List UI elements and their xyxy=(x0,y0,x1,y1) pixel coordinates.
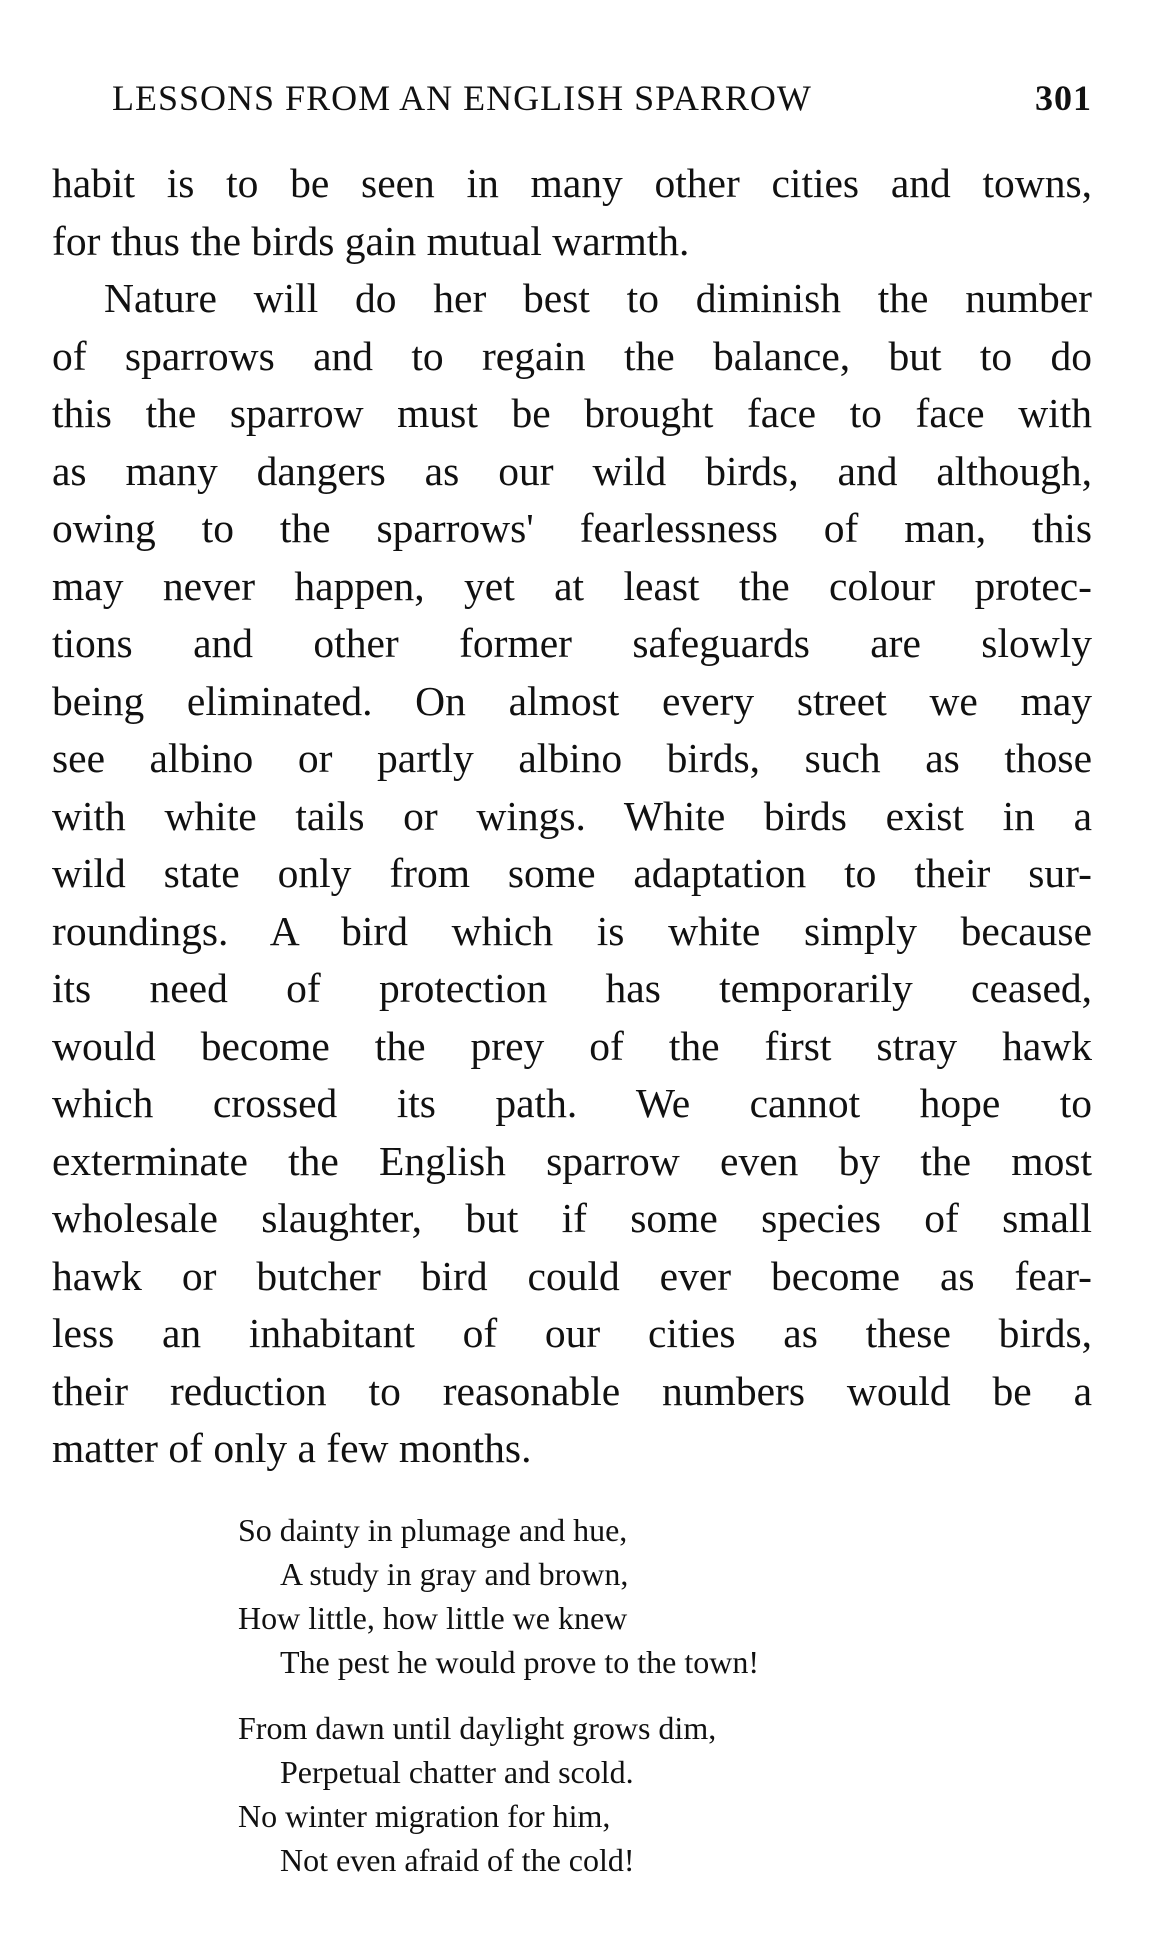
verse-line: Not even afraid of the cold! xyxy=(280,1842,635,1878)
text-line: wholesale slaughter, but if some species of small xyxy=(52,1195,1092,1241)
text-line: habit is to be seen in many other cities and towns, xyxy=(52,160,1092,206)
verse-line: How little, how little we knew xyxy=(238,1600,628,1636)
text-line: its need of protection has temporarily ceased, xyxy=(52,965,1092,1011)
verse-line: Perpetual chatter and scold. xyxy=(280,1754,634,1790)
page-number: 301 xyxy=(1035,78,1092,118)
verse-line: So dainty in plumage and hue, xyxy=(238,1512,628,1548)
text-line: matter of only a few months. xyxy=(52,1425,532,1471)
running-header xyxy=(112,70,1092,126)
text-line: see albino or partly albino birds, such as those xyxy=(52,735,1092,781)
text-line: may never happen, yet at least the colour protec- xyxy=(52,562,1092,609)
verse-line: A study in gray and brown, xyxy=(280,1556,629,1592)
text-line: being eliminated. On almost every street we may xyxy=(52,677,1092,724)
text-line: this the sparrow must be brought face to face with xyxy=(52,390,1092,436)
poem xyxy=(238,1508,978,1904)
text-line: hawk or butcher bird could ever become as fear- xyxy=(52,1252,1092,1299)
verse-line: From dawn until daylight grows dim, xyxy=(238,1710,717,1746)
verse-line: No winter migration for him, xyxy=(238,1798,611,1834)
text-line: roundings. A bird which is white simply because xyxy=(52,907,1092,954)
paragraph xyxy=(52,270,1092,1478)
text-line: for thus the birds gain mutual warmth. xyxy=(52,217,690,264)
text-line: owing to the sparrows' fearlessness of man, this xyxy=(52,505,1092,551)
text-line: less an inhabitant of our cities as these birds, xyxy=(52,1310,1092,1356)
text-line: tions and other former safeguards are slowly xyxy=(52,620,1092,666)
poem-stanza xyxy=(238,1508,978,1684)
text-line: would become the prey of the first stray hawk xyxy=(52,1022,1092,1069)
paragraph-continued xyxy=(52,155,1092,270)
verse-line: The pest he would prove to the town! xyxy=(280,1644,759,1680)
text-line: which crossed its path. We cannot hope to xyxy=(52,1080,1092,1126)
text-line: with white tails or wings. White birds exist in a xyxy=(52,792,1092,839)
text-line: wild state only from some adaptation to their sur- xyxy=(52,850,1092,896)
text-line: as many dangers as our wild birds, and although, xyxy=(52,447,1092,494)
poem-stanza xyxy=(238,1706,978,1882)
body-text xyxy=(52,155,1092,1478)
text-line: exterminate the English sparrow even by the most xyxy=(52,1137,1092,1184)
running-title: LESSONS FROM AN ENGLISH SPARROW xyxy=(112,78,812,118)
text-line: of sparrows and to regain the balance, but to do xyxy=(52,332,1092,379)
text-line: their reduction to reasonable numbers would be a xyxy=(52,1367,1092,1414)
text-line: Nature will do her best to diminish the number xyxy=(104,275,1092,321)
